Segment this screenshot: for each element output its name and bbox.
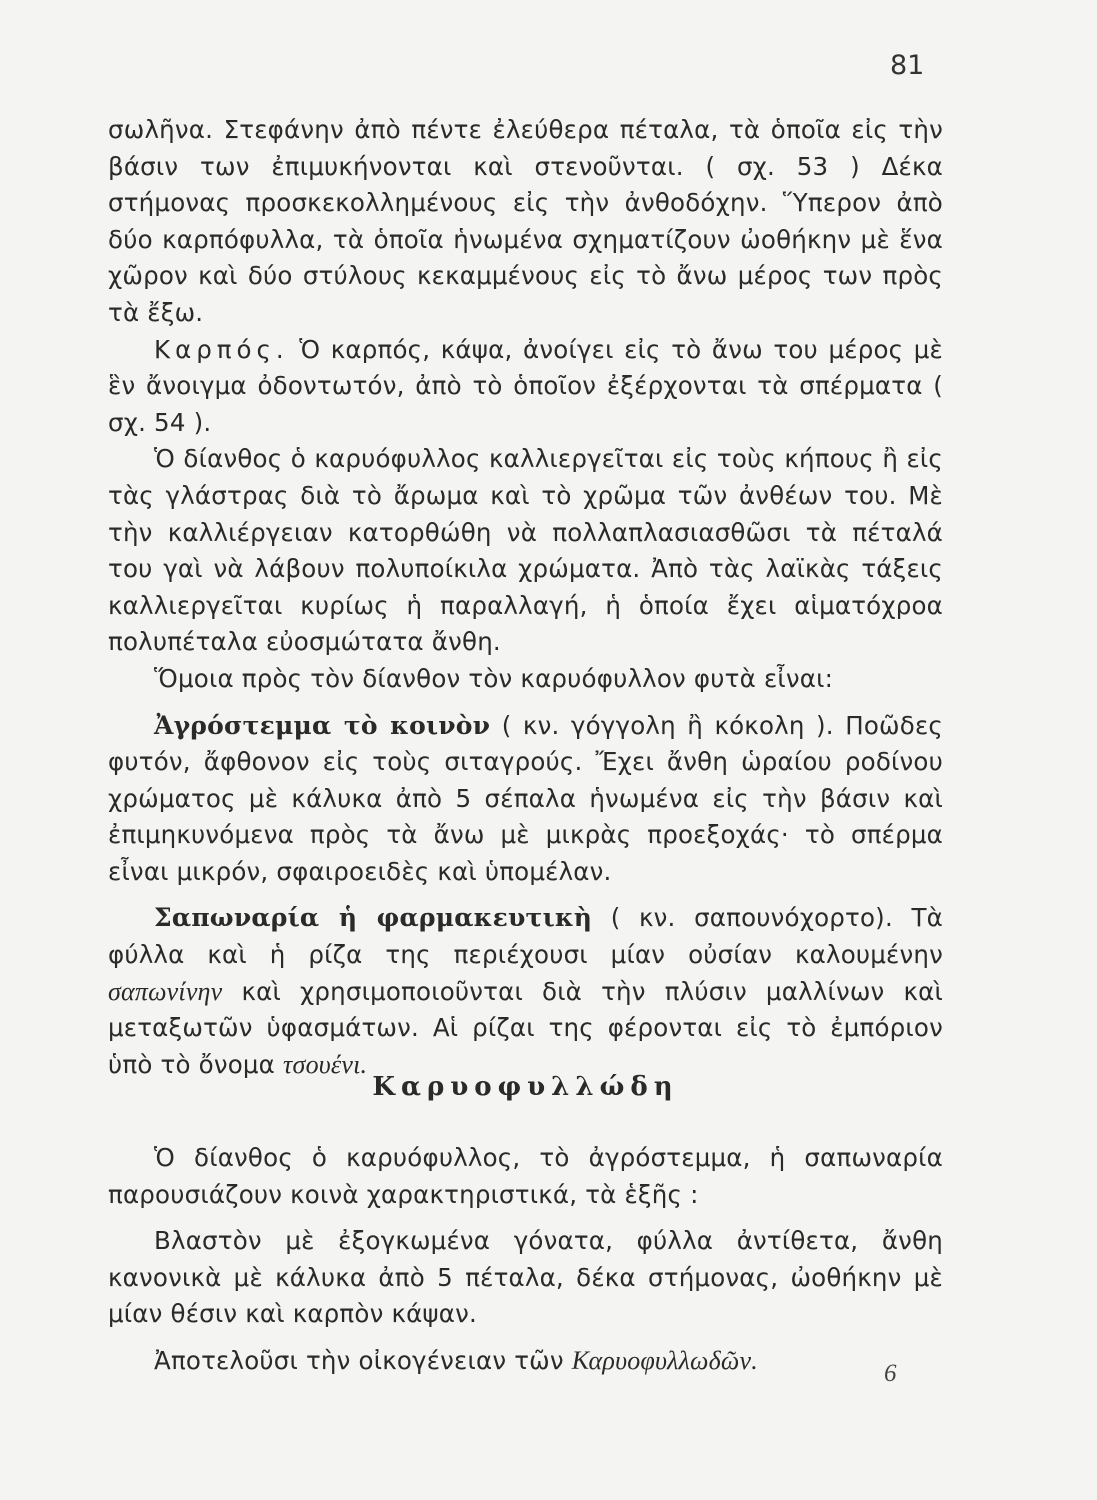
paragraph-features-list: Βλαστὸν μὲ ἐξογκωμένα γόνατα, φύλλα ἀντίθετα, ἄνθη κανονικὰ μὲ κάλυκα ἀπὸ 5 πέταλα, δέκα στήμονας, ὠοθήκην μὲ μίαν θέσιν καὶ καρπὸν κάψαν.	[108, 1226, 943, 1329]
paragraph-flower-description: σωλῆνα. Στεφάνην ἀπὸ πέντε ἐλεύθερα πέταλα, τὰ ὁποῖα εἰς τὴν βάσιν των ἐπιμυκήνονται καὶ στενοῦνται. ( σχ. 53 ) Δέκα στήμονας προσκεκολλημένους εἰς τὴν ἀνθοδόχην. Ὕπερον ἀπὸ δύο καρπόφυλλα, τὰ ὁποῖα ἡνωμένα σχηματίζουν ὠοθήκην μὲ ἕνα χῶρον καὶ δύο στύλους κεκαμμένους εἰς τὸ ἄνω μέρος των πρὸς τὰ ἔξω.	[108, 115, 943, 327]
paragraph-saponaria	[108, 900, 943, 1083]
signature-mark: 6	[884, 1360, 897, 1387]
paragraph-similar-plants: Ὅμοια πρὸς τὸν δίανθον τὸν καρυόφυλλον φυτὰ εἶναι:	[154, 663, 834, 693]
saponaria-text-a: ( κν. σαπουνόχορτο). Τὰ φύλλα καὶ ἡ ρίζα της περιέχουσι μίαν οὐσίαν καλουμένην	[108, 903, 943, 970]
family-text: Ἀποτελοῦσι τὴν οἰκογένειαν τῶν	[154, 1345, 564, 1375]
saponaria-italic-term: σαπωνίνην	[108, 976, 223, 1006]
paragraph-family	[108, 1343, 943, 1380]
paragraph-cultivation: Ὁ δίανθος ὁ καρυόφυλλος καλλιεργεῖται εἰς τοὺς κήπους ἢ εἰς τὰς γλάστρας διὰ τὸ ἄρωμα καὶ τὸ χρῶμα τῶν ἀνθέων του. Μὲ τὴν καλλιέργειαν κατορθώθη νὰ πολλαπλασιασθῶσι τὰ πέταλά του γαὶ νὰ λάβουν πολυποίκιλα χρώματα. Ἀπὸ τὰς λαϊκὰς τάξεις καλλιεργεῖται κυρίως ἡ παραλλαγή, ἡ ὁποία ἔχει αἱματόχροα πολυπέταλα εὐοσμώτατα ἄνθη.	[108, 444, 943, 657]
family-name: Καρυοφυλλωδῶν.	[571, 1345, 758, 1375]
page-number: 81	[890, 50, 925, 81]
agrostemma-label: Ἀγρόστεμμα τὸ κοινὸν	[154, 710, 491, 740]
saponaria-label: Σαπωναρία ἡ φαρμακευτικὴ	[154, 903, 593, 933]
paragraph-common-features: Ὁ δίανθος ὁ καρυόφυλλος, τὸ ἀγρόστεμμα, ἡ σαπωναρία παρουσιάζουν κοινὰ χαρακτηριστικά, τὰ ἑξῆς :	[108, 1143, 943, 1209]
main-text-block	[108, 112, 943, 1083]
saponaria-italic-name: τσουένι.	[283, 1049, 368, 1079]
agrostemma-text: ( κν. γόγγολη ἢ κόκολη ). Ποῶδες φυτόν, ἄφθονον εἰς τοὺς σιταγρούς. Ἔχει ἄνθη ὡραίου ροδίνου χρώματος μὲ κάλυκα ἀπὸ 5 σέπαλα ἡνωμένα εἰς τὴν βάσιν καὶ ἐπιμηκυνόμενα πρὸς τὰ ἄνω μὲ μικρὰς προεξοχάς· τὸ σπέρμα εἶναι μικρόν, σφαιροειδὲς καὶ ὑπομέλαν.	[108, 710, 943, 886]
section-heading: Καρυοφυλλώδη	[372, 1072, 679, 1102]
fruit-text: Ὁ καρπός, κάψα, ἀνοίγει εἰς τὸ ἄνω του μέρος μὲ ἓν ἄνοιγμα ὀδοντωτόν, ἀπὸ τὸ ὁποῖον ἐξέρχονται τὰ σπέρματα ( σχ. 54 ).	[108, 334, 943, 437]
paragraph-fruit	[108, 332, 943, 442]
fruit-label: Καρπός.	[154, 334, 289, 364]
paragraph-agrostemma	[108, 708, 943, 891]
summary-text-block	[108, 1140, 943, 1380]
saponaria-text-b: καὶ χρησιμοποιοῦνται διὰ τὴν πλύσιν μαλλίνων καὶ μεταξωτῶν ὑφασμάτων. Αἱ ρίζαι της φέρονται εἰς τὸ ἐμπόριον ὑπὸ τὸ ὄνομα	[108, 976, 943, 1079]
